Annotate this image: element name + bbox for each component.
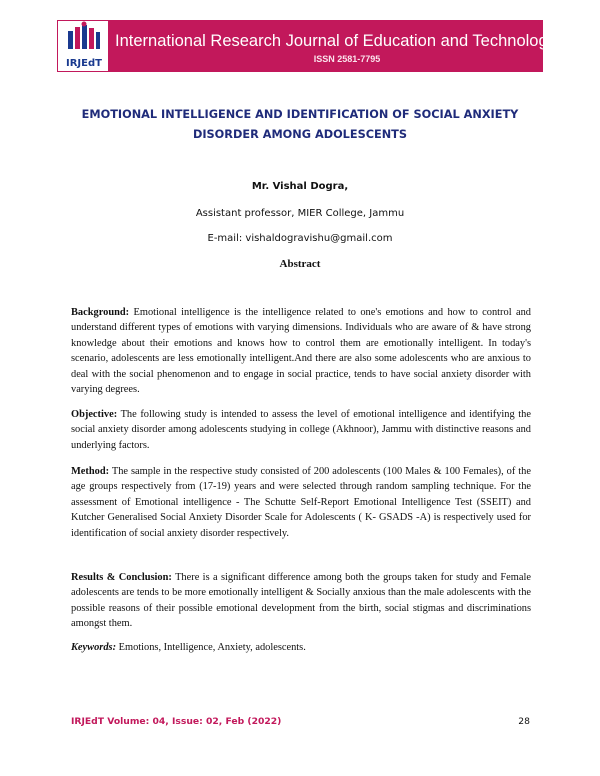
logo-text: IRJEdT: [66, 58, 102, 69]
footer-volume: IRJEdT Volume: 04, Issue: 02, Feb (2022): [71, 716, 282, 727]
journal-logo: [57, 20, 109, 72]
section-label: Background:: [71, 307, 130, 318]
section-label: Objective:: [71, 409, 118, 420]
page-number: 28: [518, 716, 530, 727]
abstract-results: [71, 570, 531, 632]
author-affiliation: Assistant professor, MIER College, Jammu: [195, 208, 405, 219]
journal-title: International Research Journal of Education and Technology: [115, 32, 556, 50]
author-email: E-mail: vishaldogravishu@gmail.com: [207, 233, 393, 244]
issn: ISSN 2581-7795: [313, 54, 381, 64]
journal-header-banner: [57, 20, 556, 72]
section-label: Results & Conclusion:: [71, 572, 172, 583]
abstract-background: [71, 305, 531, 397]
abstract-objective: [71, 407, 531, 453]
section-text: Emotional intelligence is the intelligence related to one's emotions and how to control and understand different types of emotions with varying dimensions. Individuals who are aware of & have strong knowledge about their emotions and knows how to control them are emotionally intelligent. In today's scenario, adolescents are less emotionally intelligent.And there are also some adolescents who are anxious to deal with the social phenomenon and to engage in social practice, tends to have social anxiety disorder with varying degrees.: [71, 307, 531, 396]
keywords-label: Keywords:: [71, 642, 117, 653]
section-text: The sample in the respective study consisted of 200 adolescents (100 Males & 100 Females), of the age groups respectively from (17-19) years and were selected through random sampling technique. For the assessment of Emotional intelligence - The Schutte Self-Report Emotional Intelligence Test (SSEIT) and Kutcher Generalised Social Anxiety Disorder Scale for Adolescents ( K- GSADS -A) is respectively used for identification of social anxiety disorder respectively.: [71, 466, 531, 539]
keywords: [71, 640, 531, 655]
section-label: Method:: [71, 466, 110, 477]
section-text: The following study is intended to assess the level of emotional intelligence and identifying the social anxiety disorder among adolescents studying in college (Akhnoor), Jammu with distinctive reasons and underlying factors.: [71, 409, 531, 451]
abstract-heading: Abstract: [279, 258, 321, 270]
abstract-method: [71, 464, 531, 541]
keywords-text: Emotions, Intelligence, Anxiety, adolescents.: [118, 642, 306, 653]
section-text: There is a significant difference among both the groups taken for study and Female adolescents are tends to be more emotionally intelligent & Socially anxious than the male adolescents with the possible reasons of their possible emotional development from the birth, social stigmas and discriminations amongst them.: [71, 572, 531, 630]
author-name: Mr. Vishal Dogra,: [251, 181, 349, 192]
paper-title: EMOTIONAL INTELLIGENCE AND IDENTIFICATION OF SOCIAL ANXIETY DISORDER AMONG ADOLESCENTS: [81, 108, 519, 141]
books-logo-icon: [58, 21, 108, 57]
